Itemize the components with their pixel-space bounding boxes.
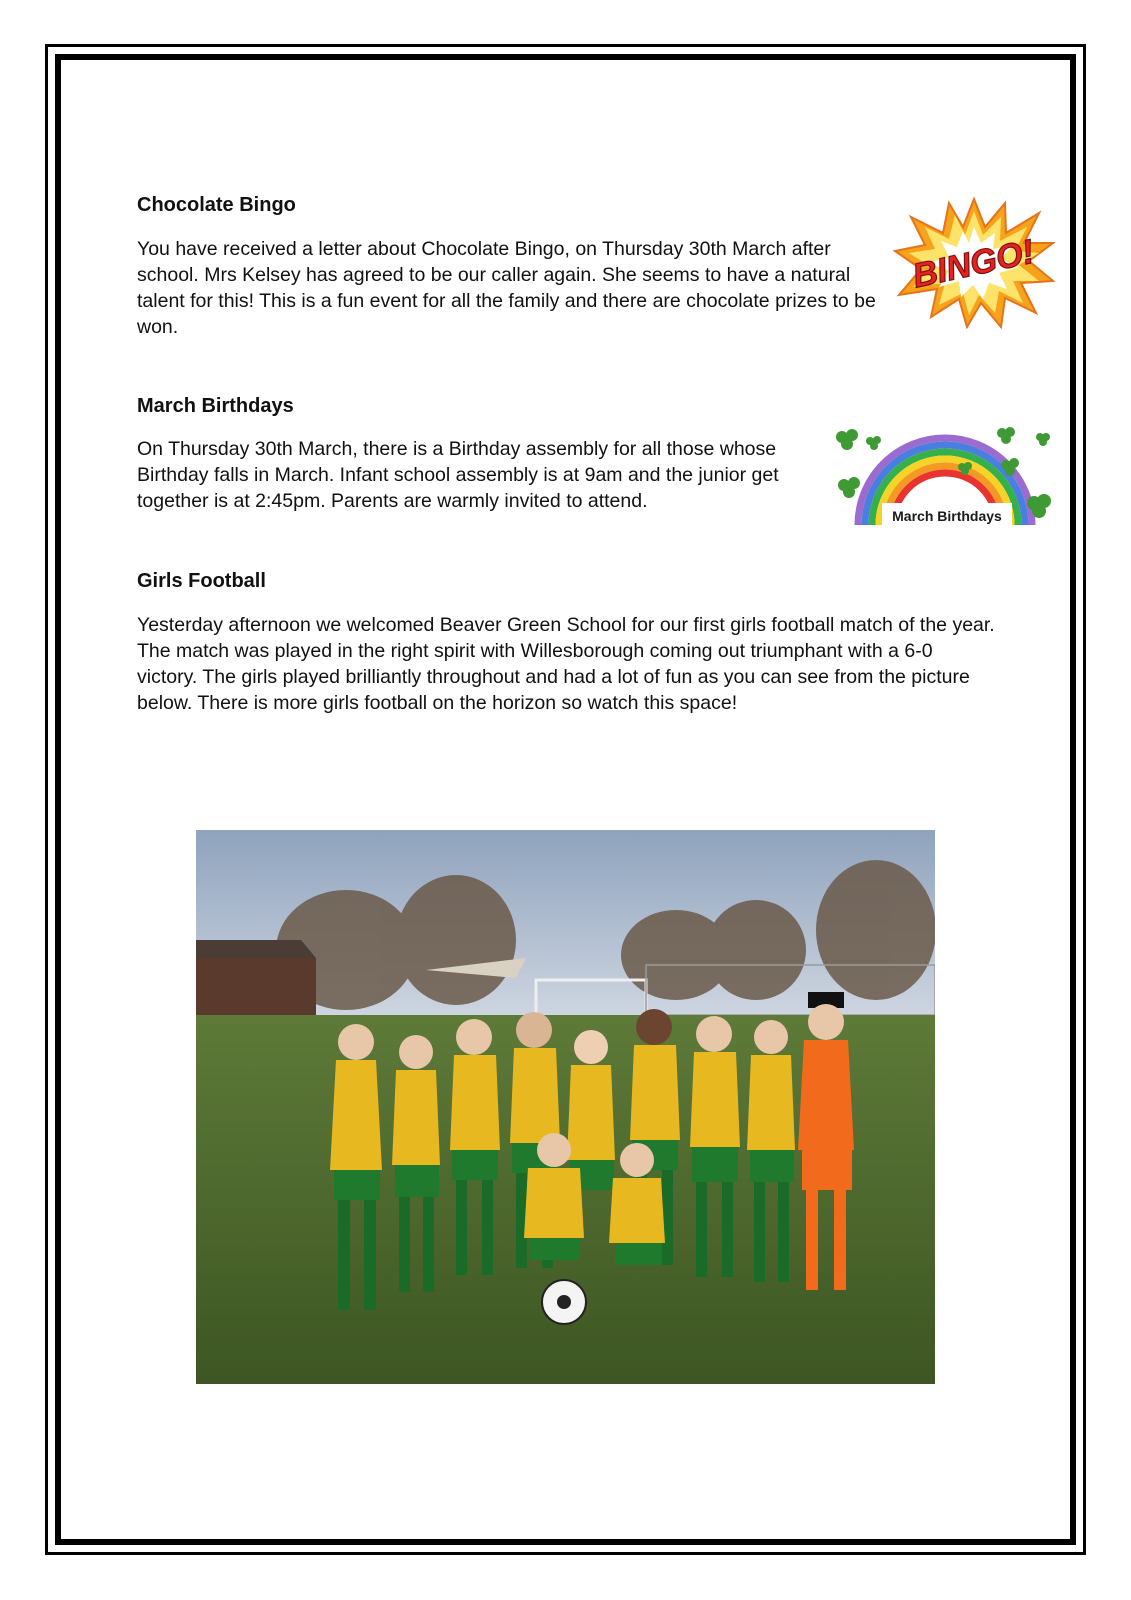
- girls-football-text: Yesterday afternoon we welcomed Beaver Green School for our first girls football match of the year. The match was played in the right spirit with Willesborough coming out triumphant with a 6-0 victory. The girls played brilliantly throughout and had a lot of fun as you can see from the picture below. There is more girls football on the horizon so watch this space!: [137, 614, 995, 714]
- march-birthdays-text: On Thursday 30th March, there is a Birthday assembly for all those whose Birthday falls in March. Infant school assembly is at 9am and the junior get together is at 2:45pm. Parents are warmly invited to attend.: [137, 438, 779, 512]
- team-photo: [196, 830, 935, 1384]
- chocolate-bingo-heading: Chocolate Bingo: [137, 194, 296, 216]
- bingo-image-text: BINGO!: [909, 232, 1038, 296]
- rainbow-image-text: March Birthdays: [892, 508, 1002, 524]
- girls-football-heading: Girls Football: [137, 570, 266, 592]
- rainbow-image: [830, 425, 1060, 535]
- bingo-burst-image: [893, 197, 1055, 329]
- march-birthdays-heading: March Birthdays: [137, 395, 294, 417]
- chocolate-bingo-text: You have received a letter about Chocolate Bingo, on Thursday 30th March after school. Mrs Kelsey has agreed to be our caller again. She seems to have a natural talent for this! This is a fun event for all the family and there are chocolate prizes to be won.: [137, 238, 876, 338]
